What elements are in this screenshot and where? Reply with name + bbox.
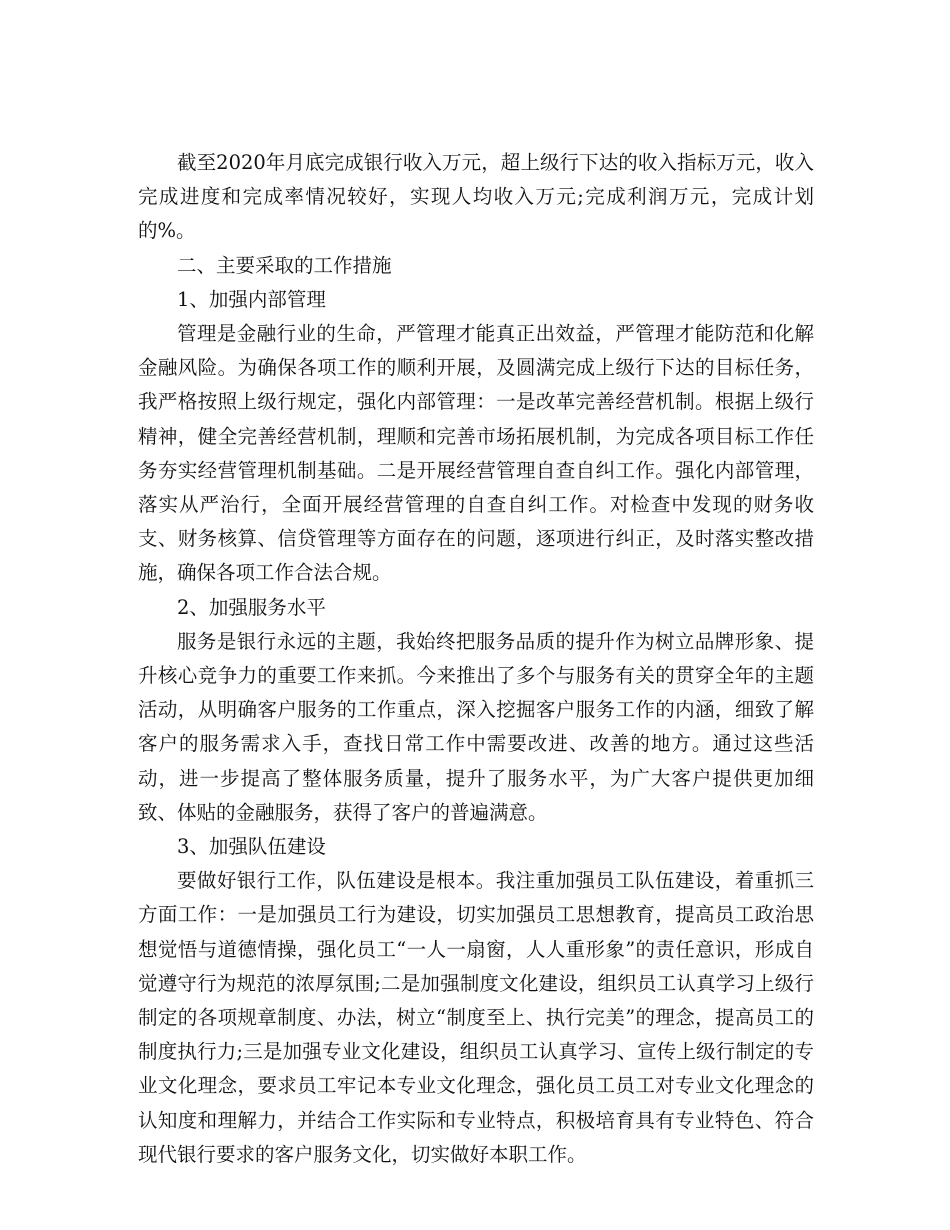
- subheading-internal-management: 1、加强内部管理: [177, 287, 326, 311]
- document-body: [138, 146, 814, 1172]
- subheading-service-level: 2、加强服务水平: [177, 595, 326, 619]
- paragraph-revenue-summary: 截至2020年月底完成银行收入万元，超上级行下达的收入指标万元，收入完成进度和完成率情况较好，实现人均收入万元;完成利润万元，完成计划的%。: [138, 151, 814, 243]
- subheading-team-building: 3、加强队伍建设: [177, 835, 326, 859]
- paragraph-internal-management: 管理是金融行业的生命，严管理才能真正出效益，严管理才能防范和化解金融风险。为确保各项工作的顺利开展，及圆满完成上级行下达的目标任务，我严格按照上级行规定，强化内部管理：一是改革完善经营机制。根据上级行精神，健全完善经营机制，理顺和完善市场拓展机制，为完成各项目标工作任务夯实经营管理机制基础。二是开展经营管理自查自纠工作。强化内部管理，落实从严治行，全面开展经营管理的自查自纠工作。对检查中发现的财务收支、财务核算、信贷管理等方面存在的问题，逐项进行纠正，及时落实整改措施，确保各项工作合法合规。: [138, 322, 814, 585]
- paragraph-team-building: 要做好银行工作，队伍建设是根本。我注重加强员工队伍建设，着重抓三方面工作：一是加强员工行为建设，切实加强员工思想教育，提高员工政治思想觉悟与道德情操，强化员工“一人一扇窗，人人重形象”的责任意识，形成自觉遵守行为规范的浓厚氛围;二是加强制度文化建设，组织员工认真学习上级行制定的各项规章制度、办法，树立“制度至上、执行完美”的理念，提高员工的制度执行力;三是加强专业文化建设，组织员工认真学习、宣传上级行制定的专业文化理念，要求员工牢记本专业文化理念，强化员工员工对专业文化理念的认知度和理解力，并结合工作实际和专业特点，积极培育具有专业特色、符合现代银行要求的客户服务文化，切实做好本职工作。: [138, 869, 814, 1166]
- paragraph-service-level: 服务是银行永远的主题，我始终把服务品质的提升作为树立品牌形象、提升核心竞争力的重要工作来抓。今来推出了多个与服务有关的贯穿全年的主题活动，从明确客户服务的工作重点，深入挖掘客户服务工作的内涵，细致了解客户的服务需求入手，查找日常工作中需要改进、改善的地方。通过这些活动，进一步提高了整体服务质量，提升了服务水平，为广大客户提供更加细致、体贴的金融服务，获得了客户的普遍满意。: [138, 629, 814, 824]
- section-heading-measures: 二、主要采取的工作措施: [177, 253, 392, 277]
